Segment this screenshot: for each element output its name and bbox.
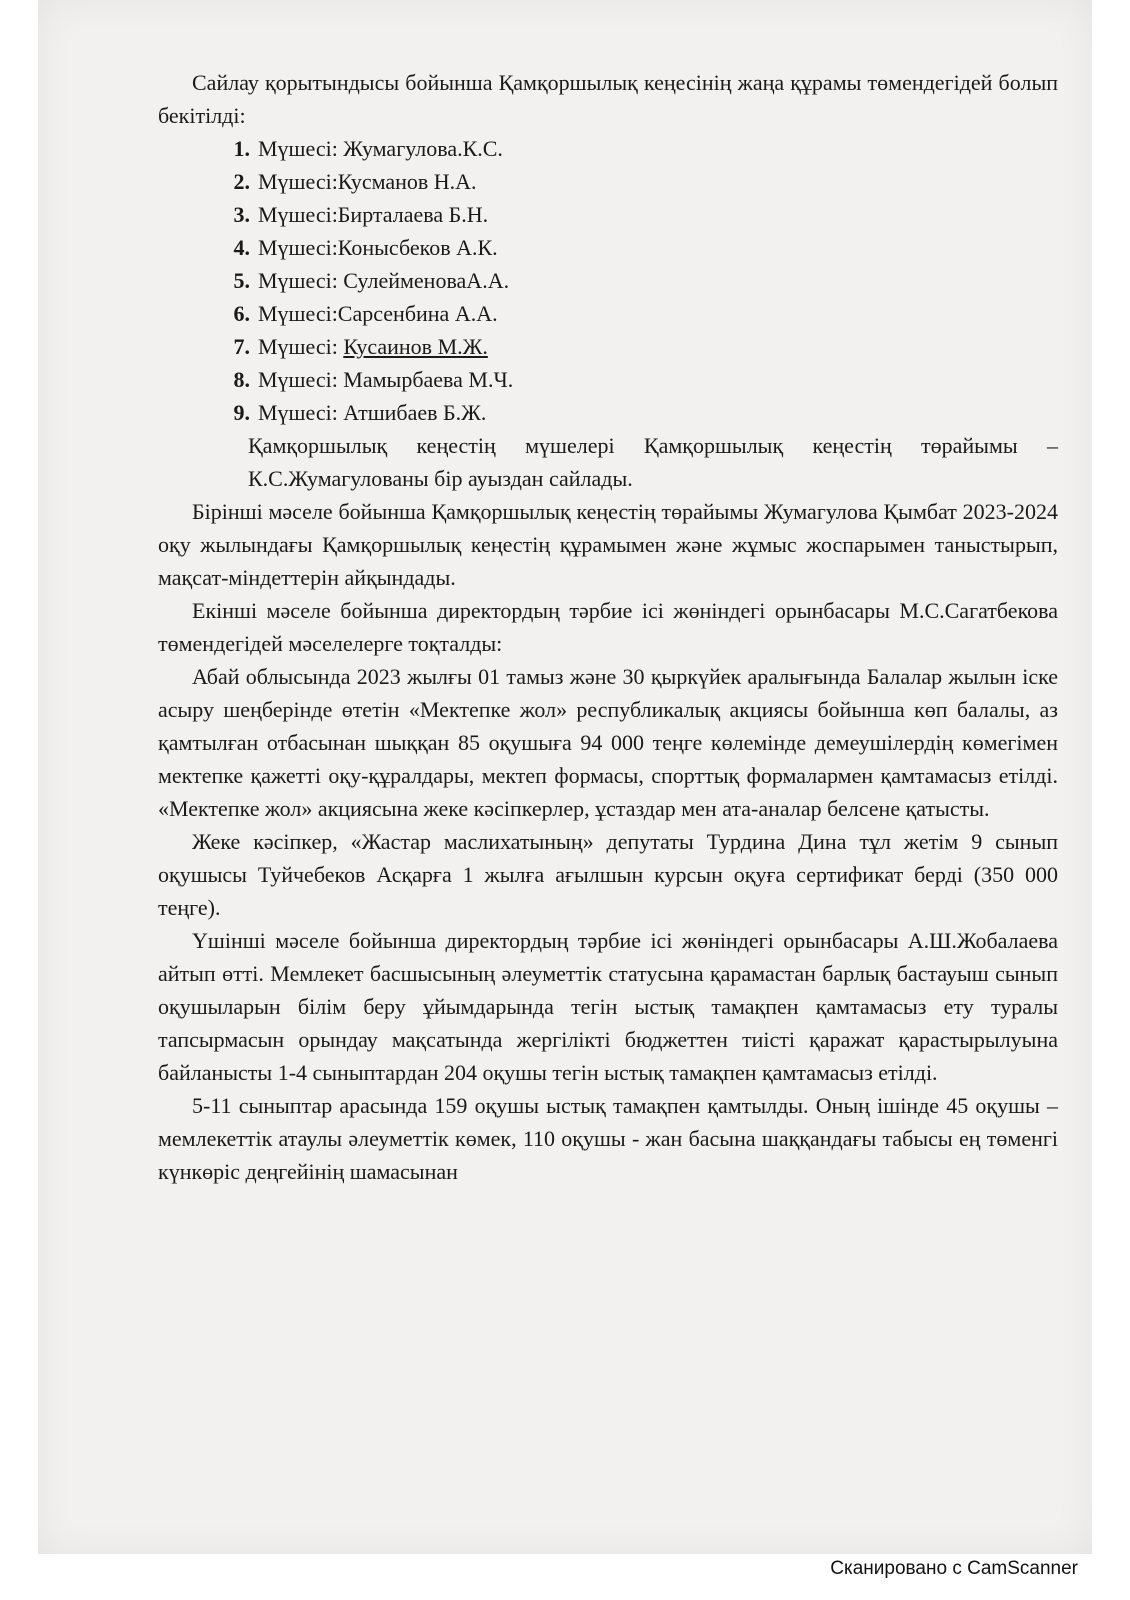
second-issue-body: Абай облысында 2023 жылғы 01 тамыз және 30 қыркүйек аралығында Балалар жылын іске асыру шеңберінде өтетін «Мектепке жол» республикалық акциясы бойынша көп балалы, аз қамтылған отбасынан шыққан 85 оқушыға 94 000 теңге көлемінде демеушілердің көмегімен мектепке қажетті оқу-құралдары, мектеп формасы, спорттық формалармен қамтамасыз етілді. «Мектепке жол» акциясына жеке кәсіпкерлер, ұстаздар мен ата-аналар белсене қатысты. [158, 664, 1058, 821]
scanned-page [38, 0, 1092, 1554]
document-body [158, 66, 1058, 1188]
second-issue-paragraph: Екінші мәселе бойынша директордың тәрбие ісі жөніндегі орынбасары М.С.Сагатбекова төмендегідей мәселелерге тоқталды: [158, 598, 1058, 656]
list-item: 8. Мүшесі: Мамырбаева М.Ч. [233, 367, 514, 392]
chair-election-paragraph: Қамқоршылық кеңестің мүшелері Қамқоршылық кеңестің төрайымы – К.С.Жумагулованы бір ауыздан сайлады. [248, 433, 1058, 491]
list-item: 7. Мүшесі: Кусаинов М.Ж. [233, 334, 488, 359]
intro-paragraph: Сайлау қорытындысы бойынша Қамқоршылық кеңесінің жаңа құрамы төмендегідей болып бекітілді: [158, 70, 1058, 128]
list-item: 6. Мүшесі:Сарсенбина А.А. [233, 301, 498, 326]
list-item: 9. Мүшесі: Атшибаев Б.Ж. [233, 400, 487, 425]
members-list [158, 132, 1058, 429]
list-item: 2. Мүшесі:Кусманов Н.А. [233, 169, 477, 194]
underlined-name: Кусаинов М.Ж. [343, 334, 488, 359]
meals-paragraph: 5-11 сыныптар арасында 159 оқушы ыстық тамақпен қамтылды. Оның ішінде 45 оқушы – мемлекеттік атаулы әлеуметтік көмек, 110 оқушы - жан басына шаққандағы табысы ең төменгі күнкөріс деңгейінің шамасынан [158, 1093, 1058, 1184]
sponsor-paragraph: Жеке кәсіпкер, «Жастар маслихатының» депутаты Турдина Дина тұл жетім 9 сынып оқушысы Туйчебеков Асқарға 1 жылға ағылшын курсын оқуға сертификат берді (350 000 теңге). [158, 829, 1058, 920]
list-item: 3. Мүшесі:Бирталаева Б.Н. [233, 202, 489, 227]
first-issue-paragraph: Бірінші мәселе бойынша Қамқоршылық кеңестің төрайымы Жумагулова Қымбат 2023-2024 оқу жылындағы Қамқоршылық кеңестің құрамымен және жұмыс жоспарымен таныстырып, мақсат-міндеттерін айқындады. [158, 499, 1058, 590]
list-item: 1. Мүшесі: Жумагулова.К.С. [233, 136, 503, 161]
scanner-watermark: Сканировано с CamScanner [830, 1558, 1078, 1579]
third-issue-paragraph: Үшінші мәселе бойынша директордың тәрбие ісі жөніндегі орынбасары А.Ш.Жобалаева айтып өтті. Мемлекет басшысының әлеуметтік статусына қарамастан барлық бастауыш сынып оқушыларын білім беру ұйымдарында тегін ыстық тамақпен қамтамасыз ету туралы тапсырмасын орындау мақсатында жергілікті бюджеттен тиісті қаражат қарастырылуына байланысты 1-4 сыныптардан 204 оқушы тегін ыстық тамақпен қамтамасыз етілді. [158, 928, 1058, 1085]
list-item: 5. Мүшесі: СулейменоваА.А. [233, 268, 510, 293]
list-item: 4. Мүшесі:Конысбеков А.К. [233, 235, 498, 260]
